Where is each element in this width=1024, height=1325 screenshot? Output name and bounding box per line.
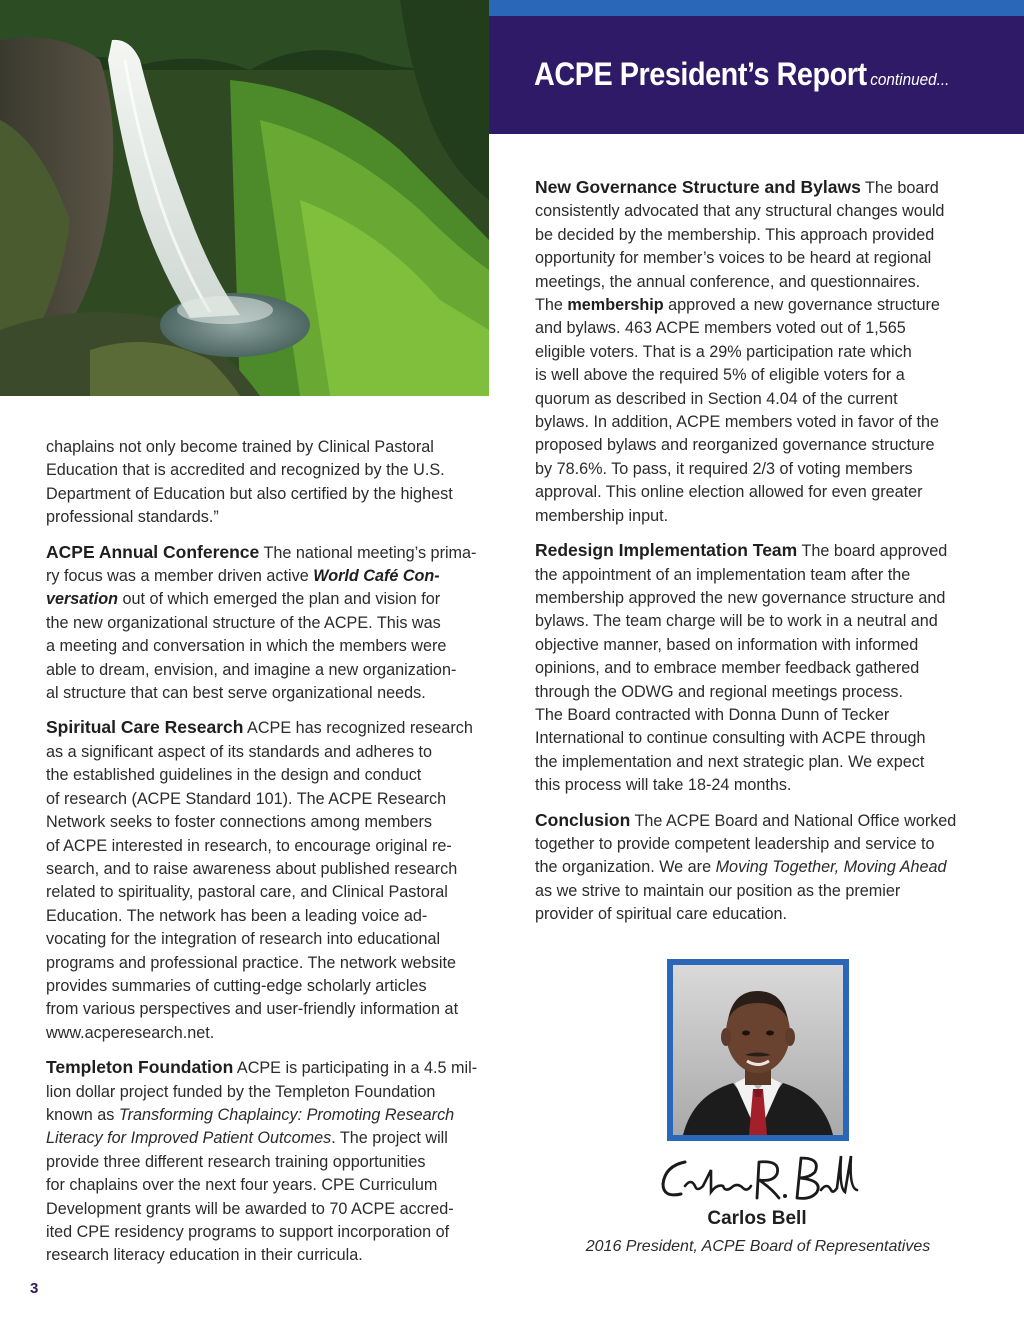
text-run: the organization. We are <box>535 858 716 877</box>
text-line: The Board contracted with Donna Dunn of Tecker <box>535 705 890 724</box>
page-title <box>534 56 949 93</box>
section-heading: ACPE Annual Conference <box>46 541 260 562</box>
text-run: . The project will <box>331 1129 448 1148</box>
text-line: Department of Education but also certified by the highest <box>46 484 453 503</box>
section-heading: Spiritual Care Research <box>46 717 244 738</box>
text-line: chaplains not only become trained by Clinical Pastoral <box>46 438 434 456</box>
left-column <box>46 436 494 1279</box>
text-line: the established guidelines in the design and conduct <box>46 766 422 785</box>
text-line: membership input. <box>535 506 669 525</box>
text-line: related to spirituality, pastoral care, and Clinical Pastoral <box>46 883 448 902</box>
text-line <box>46 1056 494 1080</box>
text-line <box>535 539 983 563</box>
text-line: the implementation and next strategic plan. We expect <box>535 752 925 771</box>
emphasis-text: membership <box>567 296 664 315</box>
page-number: 3 <box>30 1280 39 1297</box>
waterfall-photo <box>0 0 489 396</box>
text-line: for chaplains over the next four years. CPE Curriculum <box>46 1176 438 1195</box>
text-run: ACPE has recognized research <box>243 719 473 738</box>
text-line: al structure that can best serve organizational needs. <box>46 684 426 703</box>
text-line: through the ODWG and regional meetings process. <box>535 682 904 701</box>
text-line: bylaws. The team charge will be to work in a neutral and <box>535 612 938 631</box>
text-line <box>535 809 983 833</box>
text-line: from various perspectives and user-friendly information at <box>46 1000 459 1019</box>
text-line: vocating for the integration of research into educational <box>46 930 441 949</box>
text-run: The national meeting’s prima- <box>259 543 477 562</box>
text-line: provider of spiritual care education. <box>535 905 787 924</box>
text-line: objective manner, based on information with informed <box>535 635 919 654</box>
text-line <box>535 176 983 200</box>
text-line: opinions, and to embrace member feedback gathered <box>535 659 920 678</box>
text-line: a meeting and conversation in which the members were <box>46 637 447 656</box>
text-line: able to dream, envision, and imagine a new organization- <box>46 660 457 679</box>
text-line: together to provide competent leadership and service to <box>535 834 935 853</box>
text-line: by 78.6%. To pass, it required 2/3 of voting members <box>535 459 913 478</box>
annual-conference-paragraph <box>46 541 494 706</box>
spiritual-research-paragraph <box>46 716 494 1045</box>
text-line: as we strive to maintain our position as the premier <box>535 881 901 900</box>
president-title: 2016 President, ACPE Board of Representatives <box>585 1238 931 1255</box>
portrait-frame <box>667 959 849 1141</box>
text-line <box>535 294 983 317</box>
section-heading: Templeton Foundation <box>46 1057 234 1078</box>
text-line <box>46 565 494 588</box>
text-line: proposed bylaws and reorganized governance structure <box>535 436 935 455</box>
page-title-text: ACPE President’s Report <box>534 56 867 92</box>
text-line: Development grants will be awarded to 70 ACPE accred- <box>46 1199 454 1218</box>
text-run: approved a new governance structure <box>663 296 940 315</box>
section-heading: Conclusion <box>535 809 631 830</box>
header-accent-stripe <box>489 0 1024 16</box>
text-line: International to continue consulting with ACPE through <box>535 729 926 748</box>
research-website-link[interactable]: www.acperesearch.net. <box>46 1023 215 1042</box>
text-line <box>46 588 494 611</box>
emphasis-text: Transforming Chaplaincy: Promoting Research <box>118 1105 455 1124</box>
right-column <box>535 176 983 938</box>
intro-paragraph <box>46 436 494 530</box>
text-line: the appointment of an implementation team after the <box>535 565 911 584</box>
text-line: lion dollar project funded by the Templeton Foundation <box>46 1082 436 1101</box>
text-line: search, and to raise awareness about published research <box>46 859 458 878</box>
text-run: ACPE is participating in a 4.5 mil- <box>233 1059 478 1078</box>
text-line: of ACPE interested in research, to encourage original re- <box>46 836 452 855</box>
signature-graphic <box>655 1148 865 1206</box>
text-line: eligible voters. That is a 29% participation rate which <box>535 342 912 361</box>
emphasis-text: Literacy for Improved Patient Outcomes <box>46 1129 332 1148</box>
text-line: provides summaries of cutting-edge scholarly articles <box>46 976 427 995</box>
text-line: approval. This online election allowed for even greater <box>535 483 923 502</box>
text-run: The ACPE Board and National Office worked <box>630 811 957 830</box>
president-name: Carlos Bell <box>707 1208 807 1229</box>
page-title-continued: continued... <box>870 70 950 89</box>
governance-paragraph <box>535 176 983 528</box>
text-line <box>46 1104 494 1127</box>
text-line: Network seeks to foster connections among members <box>46 813 432 832</box>
text-line: this process will take 18-24 months. <box>535 776 792 795</box>
text-run: ry focus was a member driven active <box>46 567 314 586</box>
text-line: and bylaws. 463 ACPE members voted out of 1,565 <box>535 319 906 338</box>
emphasis-text: Moving Together, Moving Ahead <box>715 858 947 877</box>
emphasis-text: versation <box>46 590 118 609</box>
text-line: the new organizational structure of the ACPE. This was <box>46 613 441 632</box>
text-line <box>46 541 494 565</box>
text-run: The <box>535 296 568 315</box>
text-line: bylaws. In addition, ACPE members voted in favor of the <box>535 413 939 432</box>
text-line: Education. The network has been a leading voice ad- <box>46 906 428 925</box>
text-line: of research (ACPE Standard 101). The ACPE Research <box>46 789 447 808</box>
text-line: meetings, the annual conference, and questionnaires. <box>535 272 921 291</box>
text-line <box>46 1127 494 1150</box>
text-line: professional standards.” <box>46 508 219 527</box>
redesign-paragraph <box>535 539 983 797</box>
text-line: is well above the required 5% of eligible voters for a <box>535 366 905 385</box>
text-line: programs and professional practice. The network website <box>46 953 456 972</box>
conclusion-paragraph <box>535 809 983 927</box>
text-line: quorum as described in Section 4.04 of the current <box>535 389 898 408</box>
text-line: membership approved the new governance structure and <box>535 588 946 607</box>
text-line <box>535 856 983 879</box>
section-heading: Redesign Implementation Team <box>535 540 798 561</box>
president-portrait <box>673 965 843 1135</box>
text-line: opportunity for member’s voices to be heard at regional <box>535 249 932 268</box>
text-line: as a significant aspect of its standards and adheres to <box>46 742 433 761</box>
text-line: ited CPE residency programs to support incorporation of <box>46 1223 450 1241</box>
text-line: consistently advocated that any structural changes would <box>535 202 945 221</box>
text-run: The board <box>860 179 939 197</box>
text-line: Education that is accredited and recognized by the U.S. <box>46 461 445 480</box>
text-line: be decided by the membership. This approach provided <box>535 225 935 244</box>
section-heading: New Governance Structure and Bylaws <box>535 177 861 197</box>
text-run: known as <box>46 1105 119 1124</box>
text-run: out of which emerged the plan and vision for <box>117 590 441 609</box>
text-line: provide three different research training opportunities <box>46 1152 426 1171</box>
emphasis-text: World Café Con- <box>313 567 440 586</box>
text-line <box>46 716 494 740</box>
text-line: research literacy education in their curricula. <box>46 1246 363 1265</box>
text-run: The board approved <box>797 542 948 561</box>
templeton-paragraph <box>46 1056 494 1268</box>
